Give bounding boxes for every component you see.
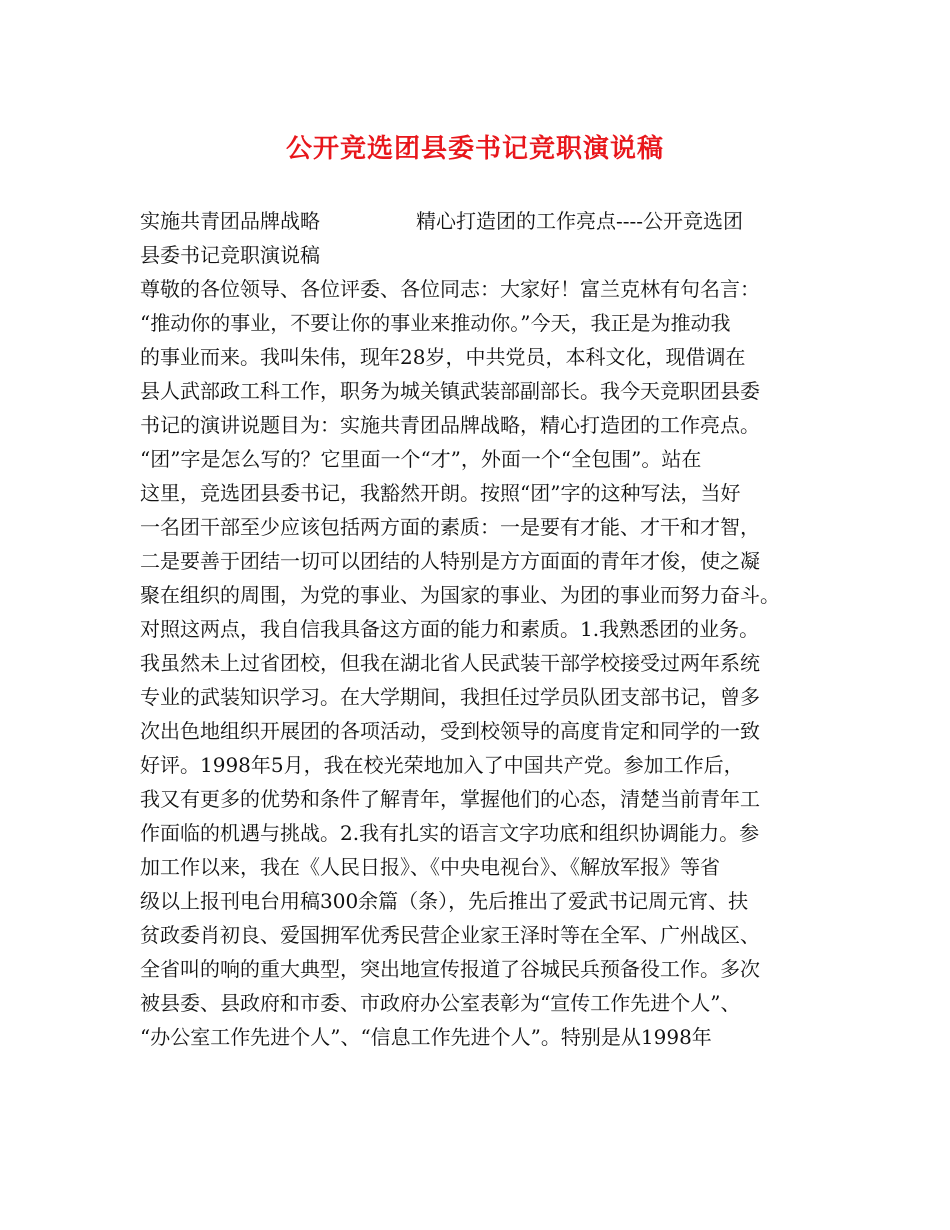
body-line: 次出色地组织开展团的各项活动，受到校领导的高度肯定和同学的一致 bbox=[140, 719, 760, 743]
subtitle-left: 实施共青团品牌战略 bbox=[140, 209, 320, 233]
body-line: 二是要善于团结一切可以团结的人特别是方方面面的青年才俊，使之凝 bbox=[140, 549, 760, 573]
body-line: 对照这两点，我自信我具备这方面的能力和素质。1.我熟悉团的业务。 bbox=[140, 617, 760, 641]
document-body bbox=[140, 204, 830, 1054]
body-line: “团”字是怎么写的？它里面一个“才”，外面一个“全包围”。站在 bbox=[140, 447, 702, 471]
body-line: “办公室工作先进个人”、“信息工作先进个人”。特别是从1998年 bbox=[140, 1025, 712, 1049]
body-line: 我虽然未上过省团校，但我在湖北省人民武装干部学校接受过两年系统 bbox=[140, 651, 760, 675]
body-line: 尊敬的各位领导、各位评委、各位同志：大家好！富兰克林有句名言： bbox=[140, 277, 760, 301]
body-line: 好评。1998年5月，我在校光荣地加入了中国共产党。参加工作后， bbox=[140, 753, 744, 777]
body-line: 一名团干部至少应该包括两方面的素质：一是要有才能、才干和才智， bbox=[140, 515, 760, 539]
body-line: 这里，竞选团县委书记，我豁然开朗。按照“团”字的这种写法，当好 bbox=[140, 481, 741, 505]
body-line: 专业的武装知识学习。在大学期间，我担任过学员队团支部书记，曾多 bbox=[140, 685, 760, 709]
body-line: 级以上报刊电台用稿300余篇（条），先后推出了爱武书记周元宵、扶 bbox=[140, 889, 749, 913]
body-line: 县人武部政工科工作，职务为城关镇武装部副部长。我今天竞职团县委 bbox=[140, 379, 760, 403]
document-title: 公开竞选团县委书记竞职演说稿 bbox=[285, 134, 664, 164]
body-line: 的事业而来。我叫朱伟，现年28岁，中共党员，本科文化，现借调在 bbox=[140, 345, 746, 369]
body-line: 书记的演讲说题目为：实施共青团品牌战略，精心打造团的工作亮点。 bbox=[140, 413, 760, 437]
body-line: 作面临的机遇与挑战。2.我有扎实的语言文字功底和组织协调能力。参 bbox=[140, 821, 760, 845]
body-line: 我又有更多的优势和条件了解青年，掌握他们的心态，清楚当前青年工 bbox=[140, 787, 760, 811]
body-line: “推动你的事业，不要让你的事业来推动你。”今天，我正是为推动我 bbox=[140, 311, 731, 335]
body-line: 被县委、县政府和市委、市政府办公室表彰为“宣传工作先进个人”、 bbox=[140, 991, 741, 1015]
body-line: 全省叫的响的重大典型，突出地宣传报道了谷城民兵预备役工作。多次 bbox=[140, 957, 760, 981]
body-line: 加工作以来，我在《人民日报》、《中央电视台》、《解放军报》等省 bbox=[140, 855, 720, 879]
body-line: 聚在组织的周围，为党的事业、为国家的事业、为团的事业而努力奋斗。 bbox=[140, 583, 780, 607]
subtitle-line bbox=[140, 204, 830, 238]
body-line: 贫政委肖初良、爱国拥军优秀民营企业家王泽时等在全军、广州战区、 bbox=[140, 923, 760, 947]
body-line: 县委书记竞职演说稿 bbox=[140, 243, 320, 267]
subtitle-right: 精心打造团的工作亮点----公开竞选团 bbox=[416, 209, 744, 233]
